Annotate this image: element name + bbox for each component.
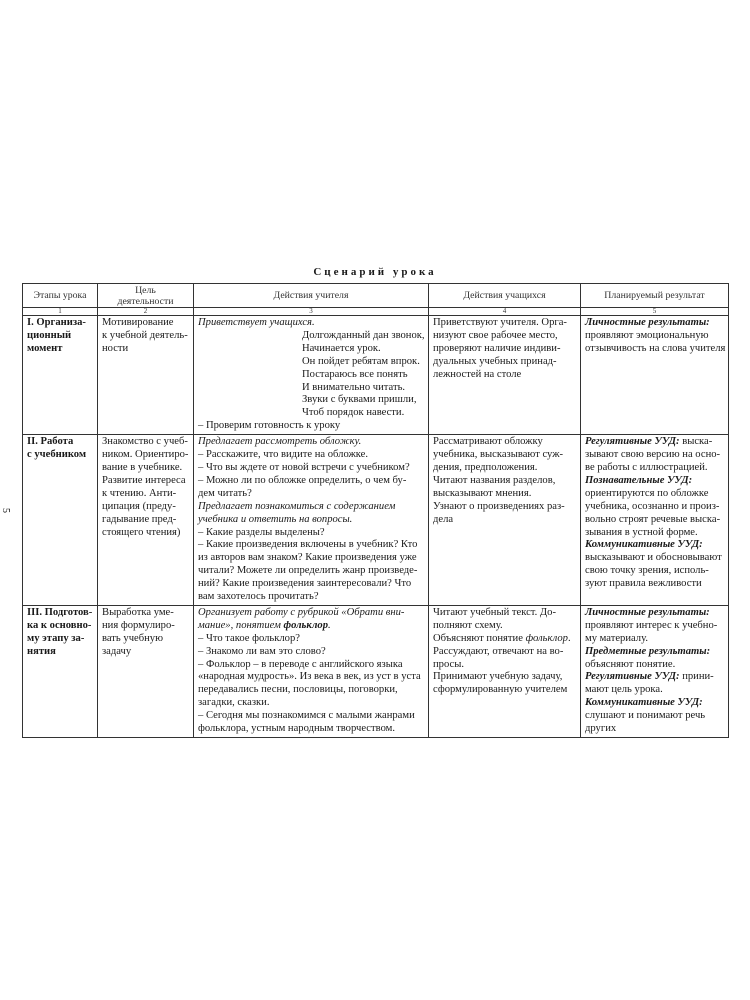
text-segment: Начинается урок. — [302, 342, 381, 354]
text-segment: высказывают и обосновывают — [585, 552, 722, 564]
column-number: 4 — [429, 308, 581, 316]
text-segment: отзывчивость на слова учителя — [585, 342, 726, 354]
text-line — [585, 633, 724, 646]
text-line — [198, 659, 424, 672]
text-line — [198, 552, 424, 565]
text-line — [198, 697, 424, 710]
text-segment: ципация (преду- — [102, 500, 176, 512]
text-line — [102, 620, 189, 633]
column-header: Цель деятельности — [98, 284, 194, 308]
text-segment: сформулированную учителем — [433, 684, 568, 696]
text-segment: вам захотелось прочитать? — [198, 591, 319, 603]
text-segment: свою точку зрения, исполь- — [585, 565, 709, 577]
text-segment: к чтению. Анти- — [102, 487, 177, 499]
text-line — [585, 317, 724, 330]
text-line — [198, 420, 424, 433]
text-line — [433, 343, 576, 356]
text-segment: Мотивирование — [102, 317, 174, 328]
text-line — [27, 436, 93, 449]
text-segment: Рассматривают обложку — [433, 436, 543, 448]
text-line — [102, 633, 189, 646]
header-row — [23, 284, 729, 308]
text-line — [433, 462, 576, 475]
text-segment: лежностей на столе — [433, 368, 522, 380]
goal-cell — [98, 605, 194, 737]
text-line — [585, 723, 724, 736]
text-line — [102, 317, 189, 330]
text-segment: – Что вы ждете от новой встречи с учебником? — [198, 461, 410, 473]
text-segment: . — [567, 632, 571, 644]
text-segment: «народная мудрость». Из века в век, из уст в уста — [198, 671, 421, 683]
document-title: Сценарий урока — [313, 266, 437, 278]
text-line — [585, 527, 724, 540]
text-segment: фольклор — [283, 619, 328, 631]
planned-result-cell — [581, 316, 729, 435]
text-line — [198, 633, 424, 646]
text-line — [27, 620, 93, 633]
text-segment: ориентируются по обложке — [585, 487, 709, 499]
text-line — [433, 330, 576, 343]
text-line — [102, 475, 189, 488]
text-line — [102, 330, 189, 343]
text-segment: учебника и ответить на вопросы. — [198, 513, 353, 525]
text-segment: зывания в устной форме. — [585, 526, 698, 538]
text-segment: дем читать? — [198, 487, 252, 499]
text-segment: дуальных учебных принад- — [433, 355, 557, 367]
text-line — [198, 620, 424, 633]
text-segment: II. Работа — [27, 436, 74, 448]
text-line — [102, 343, 189, 356]
text-line — [433, 633, 576, 646]
text-line — [102, 527, 189, 540]
text-segment: зывают свою версию на осно- — [585, 449, 721, 461]
text-line — [433, 449, 576, 462]
text-segment: проверяют наличие индиви- — [433, 342, 561, 354]
text-line — [585, 436, 724, 449]
text-line — [198, 382, 424, 395]
text-line — [433, 684, 576, 697]
text-segment: объясняют понятие. — [585, 658, 676, 670]
text-line — [27, 449, 93, 462]
text-line — [433, 607, 576, 620]
text-line — [198, 539, 424, 552]
text-line — [433, 356, 576, 369]
text-segment: прини- — [679, 671, 714, 683]
text-line — [433, 436, 576, 449]
text-segment: . — [328, 619, 331, 631]
text-segment: Знакомство с учеб- — [102, 436, 188, 448]
text-line — [198, 475, 424, 488]
text-line — [585, 646, 724, 659]
text-segment: Узнают о произведениях раз- — [433, 500, 565, 512]
text-line — [198, 394, 424, 407]
text-line — [585, 501, 724, 514]
text-segment: учебника, высказывают суж- — [433, 449, 564, 461]
page-number: 5 — [0, 508, 11, 513]
text-line — [585, 475, 724, 488]
text-line — [585, 488, 724, 501]
planned-result-cell — [581, 435, 729, 606]
text-segment: Он пойдет ребятам впрок. — [302, 355, 420, 367]
text-line — [198, 436, 424, 449]
text-line — [585, 578, 724, 591]
text-segment: I. Организа- — [27, 317, 86, 328]
stage-cell — [23, 435, 98, 606]
teacher-actions-cell — [194, 435, 429, 606]
text-segment: И внимательно читать. — [302, 381, 406, 393]
text-line — [433, 501, 576, 514]
text-segment: Регулятивные УУД: — [585, 436, 680, 448]
column-number: 1 — [23, 308, 98, 316]
text-segment: мают цель урока. — [585, 684, 663, 696]
text-line — [198, 565, 424, 578]
text-segment: высказывают мнения. — [433, 487, 532, 499]
text-segment: Чтоб порядок навести. — [302, 407, 405, 419]
lesson-scenario-table — [22, 283, 729, 738]
text-segment: Личностные результаты: — [585, 606, 710, 618]
text-segment: дения, предположения. — [433, 461, 538, 473]
text-segment: ником. Ориентиро- — [102, 449, 189, 461]
table-row — [23, 316, 729, 435]
text-segment: дела — [433, 513, 454, 525]
text-line — [102, 488, 189, 501]
text-segment: Рассуждают, отвечают на во- — [433, 645, 564, 657]
text-line — [198, 671, 424, 684]
text-line — [27, 317, 93, 330]
column-number-row — [23, 308, 729, 316]
text-line — [585, 343, 724, 356]
text-segment: полняют схему. — [433, 619, 503, 631]
text-segment: выска- — [679, 436, 713, 448]
column-header: Действия учащихся — [429, 284, 581, 308]
column-number: 2 — [98, 308, 194, 316]
text-line — [198, 646, 424, 659]
text-segment: му материалу. — [585, 632, 648, 644]
student-actions-cell — [429, 435, 581, 606]
text-line — [585, 539, 724, 552]
stage-cell — [23, 316, 98, 435]
text-segment: Коммуникативные УУД: — [585, 539, 703, 551]
text-segment: учебника, осознанно и произ- — [585, 500, 720, 512]
text-segment: – Проверим готовность к уроку — [198, 420, 341, 432]
text-segment: Регулятивные УУД: — [585, 671, 680, 683]
text-line — [198, 462, 424, 475]
text-line — [198, 317, 424, 330]
student-actions-cell — [429, 316, 581, 435]
text-line — [585, 684, 724, 697]
text-line — [102, 514, 189, 527]
text-segment: проявляют эмоциональную — [585, 329, 709, 341]
text-segment: Звуки с буквами пришли, — [302, 394, 417, 406]
text-segment: Познавательные УУД: — [585, 474, 693, 486]
text-segment: вольно строят речевые выска- — [585, 513, 721, 525]
text-line — [433, 317, 576, 330]
text-segment: ционный — [27, 329, 72, 341]
text-segment: Предлагает познакомиться с содержанием — [198, 500, 396, 512]
text-line — [585, 607, 724, 620]
text-segment: ний? Какие произведения заинтересовали? Что — [198, 578, 412, 590]
text-segment: слушают и понимают речь — [585, 710, 706, 722]
text-line — [102, 449, 189, 462]
text-segment: вать учебную — [102, 632, 163, 644]
planned-result-cell — [581, 605, 729, 737]
text-segment: ния формулиро- — [102, 619, 175, 631]
text-segment: с учебником — [27, 449, 87, 461]
text-line — [433, 514, 576, 527]
goal-cell — [98, 435, 194, 606]
text-segment: ка к основно- — [27, 619, 92, 631]
text-segment: – Какие произведения включены в учебник? Кто — [198, 539, 418, 551]
text-line — [585, 620, 724, 633]
text-segment: просы. — [433, 658, 464, 670]
text-line — [433, 620, 576, 633]
text-segment: – Какие разделы выделены? — [198, 526, 325, 538]
column-header: Планируемый результат — [581, 284, 729, 308]
text-segment: момент — [27, 342, 63, 354]
text-line — [585, 552, 724, 565]
text-segment: читали? Можете ли определить жанр произведе- — [198, 565, 418, 577]
text-line — [585, 514, 724, 527]
text-line — [27, 343, 93, 356]
goal-cell — [98, 316, 194, 435]
text-segment: передавались песни, пословицы, поговорки, — [198, 684, 398, 696]
text-segment: ности — [102, 342, 129, 354]
text-segment: гадывание пред- — [102, 513, 177, 525]
text-segment: вание в учебнике. — [102, 461, 183, 473]
text-segment: – Знакомо ли вам это слово? — [198, 645, 326, 657]
text-line — [585, 330, 724, 343]
text-line — [433, 369, 576, 382]
text-segment: задачу — [102, 645, 132, 657]
text-segment: Читают названия разделов, — [433, 474, 556, 486]
text-segment: му этапу за- — [27, 632, 85, 644]
column-header: Действия учителя — [194, 284, 429, 308]
text-segment: Предлагает рассмотреть обложку. — [198, 436, 362, 448]
text-segment: стоящего чтения) — [102, 526, 181, 538]
text-line — [585, 671, 724, 684]
text-segment: Организует работу с рубрикой «Обрати вни- — [198, 606, 405, 618]
text-segment: Постараюсь все понять — [302, 368, 408, 380]
text-segment: Принимают учебную задачу, — [433, 671, 563, 683]
text-segment: Долгожданный дан звонок, — [302, 329, 425, 341]
text-segment: Выработка уме- — [102, 606, 174, 618]
stage-cell — [23, 605, 98, 737]
teacher-actions-cell — [194, 605, 429, 737]
text-line — [198, 527, 424, 540]
text-segment: – Фольклор – в переводе с английского языка — [198, 658, 403, 670]
text-line — [102, 436, 189, 449]
text-segment: мание», понятием — [198, 619, 284, 631]
text-segment: ве работы с иллюстрацией. — [585, 461, 708, 473]
text-line — [198, 514, 424, 527]
text-line — [585, 710, 724, 723]
text-segment: из авторов вам знаком? Какие произведения уже — [198, 552, 417, 564]
text-segment: Коммуникативные УУД: — [585, 697, 703, 709]
text-line — [433, 671, 576, 684]
text-segment: фольклор — [525, 632, 568, 644]
text-line — [198, 591, 424, 604]
text-line — [585, 659, 724, 672]
text-line — [198, 501, 424, 514]
text-line — [198, 407, 424, 420]
text-segment: – Расскажите, что видите на обложке. — [198, 449, 369, 461]
text-line — [198, 488, 424, 501]
text-line — [27, 646, 93, 659]
text-line — [198, 723, 424, 736]
text-line — [433, 659, 576, 672]
text-line — [198, 710, 424, 723]
text-line — [198, 578, 424, 591]
text-segment: загадки, сказки. — [198, 697, 270, 709]
text-line — [102, 501, 189, 514]
text-segment: Приветствуют учителя. Орга- — [433, 317, 567, 328]
text-segment: – Что такое фольклор? — [198, 632, 300, 644]
text-line — [102, 607, 189, 620]
text-line — [585, 462, 724, 475]
text-segment: зуют правила вежливости — [585, 578, 702, 590]
text-line — [198, 607, 424, 620]
text-line — [585, 697, 724, 710]
text-line — [27, 633, 93, 646]
text-line — [102, 646, 189, 659]
teacher-actions-cell — [194, 316, 429, 435]
text-segment: других — [585, 723, 617, 735]
text-line — [198, 684, 424, 697]
text-segment: нятия — [27, 645, 56, 657]
text-segment: Развитие интереса — [102, 474, 186, 486]
text-line — [102, 462, 189, 475]
text-segment: Объясняют понятие — [433, 632, 526, 644]
text-line — [27, 607, 93, 620]
text-line — [433, 646, 576, 659]
text-line — [198, 356, 424, 369]
text-segment: Приветствует учащихся. — [198, 317, 315, 328]
text-segment: – Сегодня мы познакомимся с малыми жанрами — [198, 710, 415, 722]
table-row — [23, 435, 729, 606]
text-line — [585, 565, 724, 578]
text-line — [198, 343, 424, 356]
text-line — [433, 488, 576, 501]
text-segment: Личностные результаты: — [585, 317, 710, 328]
text-line — [198, 449, 424, 462]
student-actions-cell — [429, 605, 581, 737]
text-line — [198, 330, 424, 343]
text-segment: проявляют интерес к учебно- — [585, 619, 718, 631]
text-segment: Предметные результаты: — [585, 645, 711, 657]
text-line — [585, 449, 724, 462]
table-row — [23, 605, 729, 737]
text-line — [198, 369, 424, 382]
text-line — [27, 330, 93, 343]
text-segment: низуют свое рабочее место, — [433, 329, 558, 341]
text-segment: Читают учебный текст. До- — [433, 606, 556, 618]
text-segment: III. Подготов- — [27, 606, 93, 618]
column-number: 5 — [581, 308, 729, 316]
column-number: 3 — [194, 308, 429, 316]
text-segment: к учебной деятель- — [102, 329, 188, 341]
column-header: Этапы урока — [23, 284, 98, 308]
text-segment: фольклора, устным народным творчеством. — [198, 723, 396, 735]
text-segment: – Можно ли по обложке определить, о чем бу- — [198, 474, 407, 486]
text-line — [433, 475, 576, 488]
